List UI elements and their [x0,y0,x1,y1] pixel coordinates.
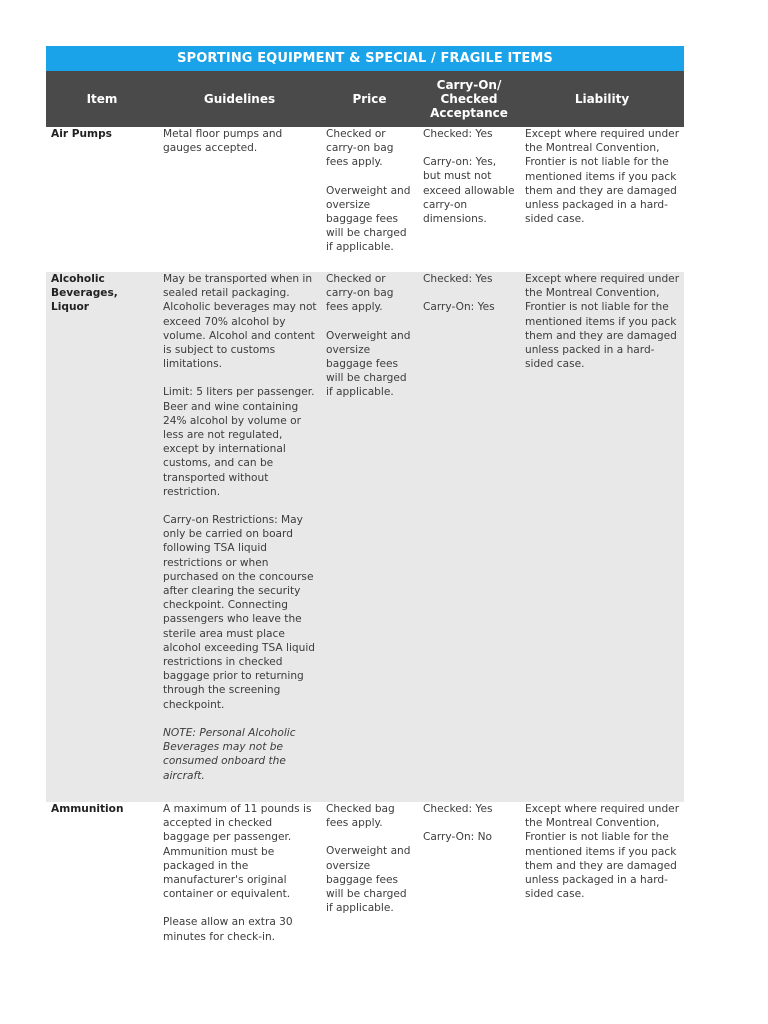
header-acceptance: Carry-On/ Checked Acceptance [418,71,520,127]
guideline-text: May be transported when in sealed retail packaging. Alcoholic beverages may not exceed 70% alcohol by volume. Alcohol and content is subject to customs limitations. [163,273,317,371]
item-cell: Ammunition [51,803,124,815]
price-text: Checked or carry-on bag fees apply. [326,273,394,314]
acceptance-text: Carry-On: Yes [423,301,495,314]
acceptance-text: Carry-On: No [423,831,493,844]
header-liability: Liability [520,71,684,127]
guidelines-cell [158,802,321,952]
header-row [46,71,684,127]
price-cell [321,272,418,802]
guideline-text: A maximum of 11 pounds is accepted in checked baggage per passenger. Ammunition must be packaged in the manufacturer's original container or equivalent. [163,803,312,901]
acceptance-text: Checked: Yes [423,128,493,140]
price-text: Overweight and oversize baggage fees will be charged if applicable. [326,184,411,254]
acceptance-cell [418,272,520,802]
table-banner: SPORTING EQUIPMENT & SPECIAL / FRAGILE ITEMS [46,46,684,71]
guidelines-cell [158,127,321,272]
price-cell [321,127,418,272]
table-row [46,272,684,802]
guideline-text: Limit: 5 liters per passenger. Beer and wine containing 24% alcohol by volume or less are not regulated, except by international customs, and can be transported without restriction. [163,386,315,498]
header-price: Price [321,71,418,127]
guideline-note: NOTE: Personal Alcoholic Beverages may not be consumed onboard the aircraft. [163,726,296,782]
acceptance-text: Checked: Yes [423,273,493,285]
acceptance-text: Checked: Yes [423,803,493,815]
price-cell [321,802,418,952]
items-table [46,71,684,952]
guidelines-cell [158,272,321,802]
liability-cell: Except where required under the Montreal Convention, Frontier is not liable for the mentioned items if you pack them and they are damaged unless packed in a hard-sided case. [520,272,684,802]
guideline-text: Metal floor pumps and gauges accepted. [163,128,283,155]
guideline-text: Please allow an extra 30 minutes for check-in. [163,916,293,943]
price-text: Checked or carry-on bag fees apply. [326,128,394,169]
header-item: Item [46,71,158,127]
price-text: Overweight and oversize baggage fees will be charged if applicable. [326,845,411,915]
baggage-policy-table [46,46,684,952]
item-cell: Air Pumps [51,128,112,140]
liability-cell: Except where required under the Montreal Convention, Frontier is not liable for the mentioned items if you pack them and they are damaged unless packaged in a hard-sided case. [525,803,680,901]
price-text: Overweight and oversize baggage fees will be charged if applicable. [326,329,411,399]
table-row [46,802,684,952]
liability-cell: Except where required under the Montreal Convention, Frontier is not liable for the mentioned items if you pack them and they are damaged unless packaged in a hard-sided case. [525,128,680,226]
guideline-text: Carry-on Restrictions: May only be carried on board following TSA liquid restrictions or when purchased on the concourse after clearing the security checkpoint. Connecting passengers who leave the sterile area must place alcohol exceeding TSA liquid restrictions in checked baggage prior to returning through the screening checkpoint. [163,514,315,711]
acceptance-text: Carry-on: Yes, but must not exceed allowable carry-on dimensions. [423,156,515,226]
acceptance-cell [418,802,520,952]
price-text: Checked bag fees apply. [326,803,395,830]
item-cell: Alcoholic Beverages, Liquor [46,272,158,802]
acceptance-cell [418,127,520,272]
table-row [46,127,684,272]
header-guidelines: Guidelines [158,71,321,127]
